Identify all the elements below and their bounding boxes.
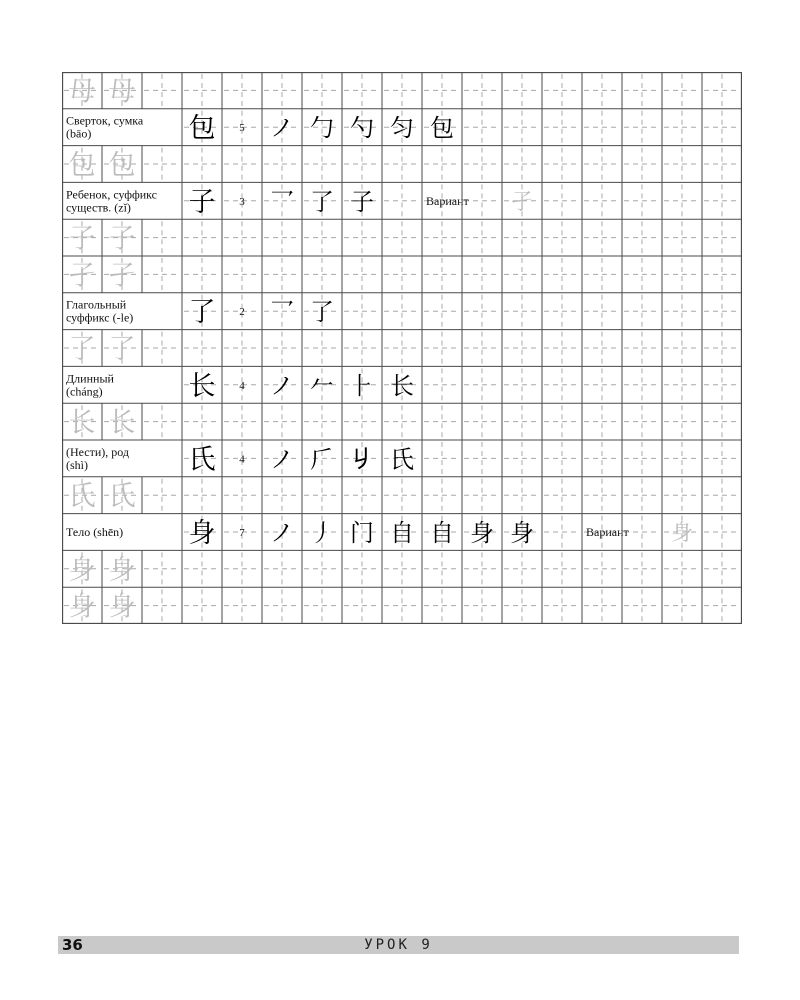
trace-character: 身 [68, 554, 96, 586]
meaning-text: существ. (zǐ) [66, 200, 131, 215]
stroke-count: 5 [239, 122, 245, 135]
meaning-text: Тело (shēn) [66, 525, 124, 539]
variant-label: Вариант [426, 193, 469, 208]
stroke-step: ノ [270, 445, 294, 474]
stroke-step: 子 [350, 187, 374, 216]
stroke-step: 包 [430, 114, 454, 143]
stroke-step: 门 [350, 519, 374, 547]
meaning-text: (Нести), род [66, 444, 130, 459]
meaning-text: (shì) [66, 457, 88, 472]
trace-character: 长 [68, 407, 96, 439]
trace-character: 孑 [68, 260, 96, 292]
stroke-count: 4 [239, 453, 245, 466]
trace-character: 包 [108, 150, 136, 181]
stroke-step: 乛 [270, 298, 294, 327]
meaning-text: Ребенок, суффикс [66, 187, 157, 202]
stroke-step: 𠂆 [310, 445, 334, 474]
meaning-text: (cháng) [66, 384, 103, 399]
trace-character: 氏 [108, 481, 136, 513]
trace-character: 氏 [68, 481, 96, 513]
stroke-step: 了 [310, 187, 334, 216]
variant-character: 身 [670, 521, 694, 546]
stroke-step: 身 [470, 519, 494, 547]
trace-character: 长 [108, 407, 136, 439]
trace-character: 了 [68, 334, 96, 365]
stroke-step: 𠂈 [350, 445, 374, 474]
trace-character: 了 [108, 334, 136, 365]
stroke-step: 勹 [310, 114, 334, 143]
stroke-step: 丿 [310, 519, 334, 547]
stroke-step: 了 [310, 298, 334, 327]
trace-character: 包 [68, 150, 96, 181]
trace-character: 身 [68, 591, 96, 623]
meaning-text: (bāo) [66, 126, 92, 141]
stroke-step: 长 [390, 371, 414, 400]
page-number: 36 [62, 936, 83, 954]
main-character: 氏 [188, 444, 216, 476]
stroke-count: 7 [239, 527, 245, 539]
main-character: 了 [188, 297, 216, 329]
trace-character: 子 [68, 223, 96, 255]
stroke-step: 乛 [270, 187, 294, 216]
trace-character: 子 [108, 223, 136, 255]
stroke-count: 3 [239, 195, 245, 208]
stroke-step: 𠂉 [310, 371, 334, 400]
variant-label: Вариант [586, 525, 629, 539]
stroke-count: 2 [239, 306, 245, 319]
trace-character: 母 [68, 76, 96, 108]
stroke-step: 氏 [390, 445, 414, 474]
meaning-text: Глагольный [66, 297, 127, 312]
trace-character: 身 [108, 554, 136, 586]
stroke-count: 4 [239, 379, 245, 392]
lesson-title: УРОК 9 [364, 937, 433, 953]
trace-character: 母 [108, 76, 136, 108]
meaning-text: суффикс (-le) [66, 310, 134, 325]
main-character: 包 [188, 113, 216, 145]
page-footer [58, 936, 739, 954]
stroke-step: 自 [430, 519, 454, 547]
stroke-step: 自 [390, 519, 414, 547]
main-character: 子 [188, 186, 216, 218]
main-character: 长 [188, 370, 216, 402]
stroke-step: ノ [270, 371, 294, 400]
variant-character: 孑 [510, 189, 534, 215]
stroke-step: 匀 [390, 114, 414, 143]
stroke-step: ノ [270, 114, 294, 143]
stroke-step: ノ [270, 519, 294, 547]
trace-character: 身 [108, 591, 136, 623]
stroke-step: 勺 [350, 114, 374, 143]
meaning-text: Сверток, сумка [66, 113, 144, 128]
main-character: 身 [188, 518, 216, 549]
meaning-text: Длинный [66, 371, 114, 386]
practice-grid [62, 72, 742, 624]
trace-character: 孑 [108, 260, 136, 292]
stroke-step: ⺊ [350, 371, 374, 400]
stroke-step: 身 [510, 519, 534, 547]
